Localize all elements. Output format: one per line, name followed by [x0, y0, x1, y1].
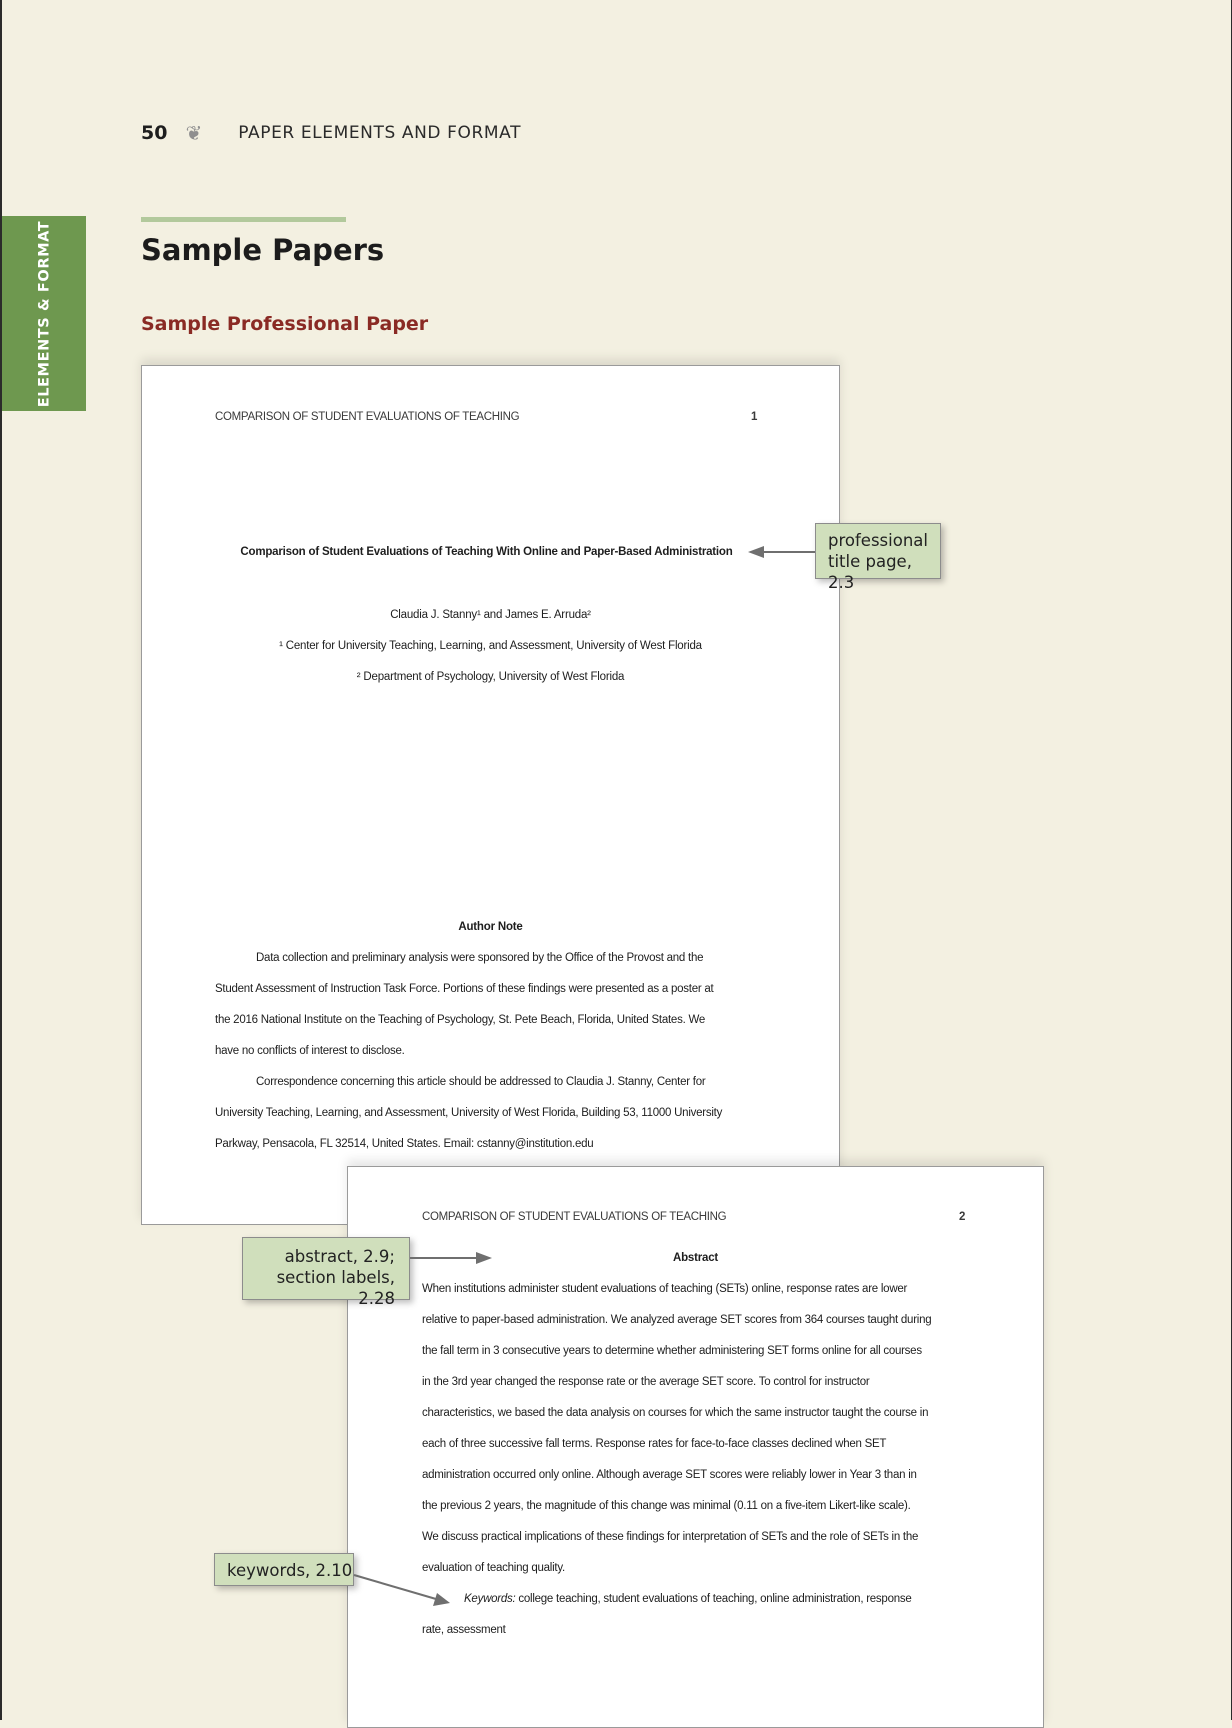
paper-authors: Claudia J. Stanny¹ and James E. Arruda² [390, 609, 591, 621]
abstract-line: relative to paper-based administration. We analyzed average SET scores from 364 courses taught during [422, 1314, 932, 1326]
author-note-line: have no conflicts of interest to disclose. [215, 1045, 405, 1057]
running-head-title: PAPER ELEMENTS AND FORMAT [238, 123, 522, 143]
subsection-heading: Sample Professional Paper [141, 313, 429, 335]
book-page-number: 50 [141, 122, 168, 144]
keywords-label: Keywords: [464, 1593, 516, 1605]
sample-abstract-page [347, 1166, 1044, 1728]
abstract-line: administration occurred only online. Although average SET scores were reliably lower in Year 3 than in [422, 1469, 917, 1481]
sample-title-page [141, 365, 840, 1225]
abstract-line: the previous 2 years, the magnitude of this change was minimal (0.11 on a five-item Likert-like scale). [422, 1500, 911, 1512]
keywords-line: rate, assessment [422, 1624, 506, 1636]
paper-running-head: COMPARISON OF STUDENT EVALUATIONS OF TEACHING [422, 1211, 727, 1223]
abstract-line: characteristics, we based the data analysis on courses for which the same instructor taught the course in [422, 1407, 929, 1419]
paper-title: Comparison of Student Evaluations of Teaching With Online and Paper-Based Administration [240, 546, 733, 558]
callout-text: title page, 2.3 [828, 552, 912, 592]
paper-running-head: COMPARISON OF STUDENT EVALUATIONS OF TEACHING [215, 411, 520, 423]
paper-page-number: 2 [959, 1211, 966, 1223]
abstract-line: the fall term in 3 consecutive years to determine whether administering SET forms online for all courses [422, 1345, 922, 1357]
author-note-line: Data collection and preliminary analysis were sponsored by the Office of the Provost and the [256, 952, 704, 964]
callout-keywords [214, 1553, 354, 1586]
side-tab-label: ELEMENTS & FORMAT [36, 220, 53, 407]
author-note-line: Parkway, Pensacola, FL 32514, United States. Email: cstanny@institution.edu [215, 1138, 594, 1150]
callout-text: keywords, 2.10 [227, 1561, 353, 1580]
author-note-line: the 2016 National Institute on the Teaching of Psychology, St. Pete Beach, Florida, United States. We [215, 1014, 706, 1026]
paper-affiliation-2: ² Department of Psychology, University of West Florida [356, 671, 625, 683]
author-note-line: Student Assessment of Instruction Task Force. Portions of these findings were presented as a poster at [215, 983, 714, 995]
section-heading: Sample Papers [141, 233, 385, 267]
abstract-label: Abstract [672, 1252, 719, 1264]
callout-abstract [242, 1237, 410, 1308]
callout-title-page [815, 523, 941, 592]
callout-text: professional [828, 531, 928, 550]
callout-text: abstract, 2.9; [284, 1247, 395, 1266]
abstract-line: We discuss practical implications of these findings for interpretation of SETs and the role of SETs in the [422, 1531, 919, 1543]
paper-page-number: 1 [751, 411, 758, 423]
chapter-side-tab [2, 216, 86, 411]
callout-text: section labels, 2.28 [276, 1268, 395, 1308]
paper-affiliation-1: ¹ Center for University Teaching, Learning, and Assessment, University of West Florida [279, 640, 702, 652]
author-note-label: Author Note [458, 921, 523, 933]
author-note-line: University Teaching, Learning, and Assessment, University of West Florida, Building 53, 11000 University [215, 1107, 723, 1119]
abstract-line: evaluation of teaching quality. [422, 1562, 565, 1574]
fleuron-icon: ❦ [185, 121, 203, 145]
running-head [141, 122, 521, 144]
author-note-line: Correspondence concerning this article should be addressed to Claudia J. Stanny, Center for [256, 1076, 706, 1088]
abstract-line: each of three successive fall terms. Response rates for face-to-face classes declined when SET [422, 1438, 887, 1450]
abstract-line: in the 3rd year changed the response rate or the average SET score. To control for instructor [422, 1376, 870, 1388]
keywords-line [464, 1593, 912, 1605]
abstract-line: When institutions administer student evaluations of teaching (SETs) online, response rates are lower [422, 1283, 908, 1295]
section-rule [141, 217, 346, 222]
keywords-text: college teaching, student evaluations of teaching, online administration, response [515, 1593, 912, 1605]
